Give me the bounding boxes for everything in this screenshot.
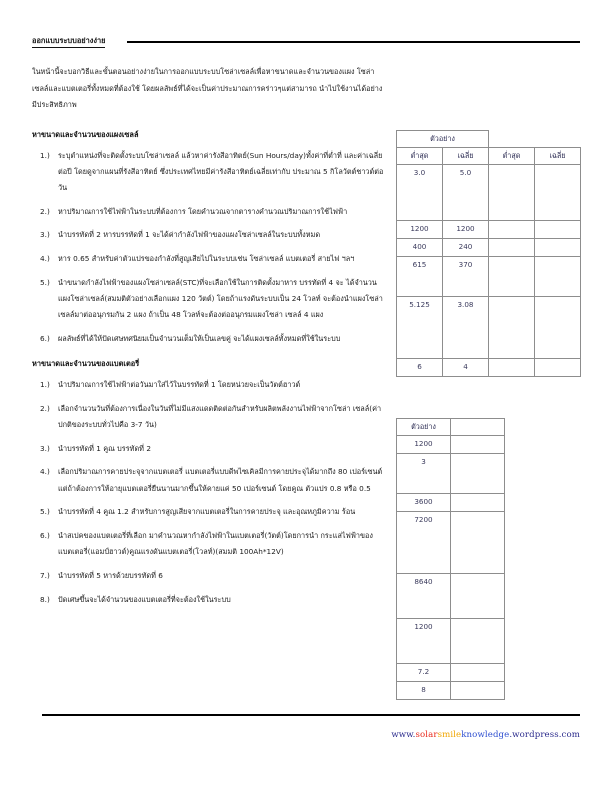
table-cell: 1200 — [397, 221, 443, 239]
table-cell: 6 — [397, 359, 443, 377]
panel-steps-list — [32, 148, 384, 348]
list-item-text: นำขนาดกำลังไฟฟ้าของแผงโซล่าเซลล์(STC)ที่จะเลือกใช้ในการติดตั้งมาหาร บรรทัดที่ 4 จะ ได้จำนวนแผงโซล่าเซลล์(สมมติตัวอย่างเลือกแผง 120 วัตต์) โดยถ้าแรงดันระบบเป็น 24 โวลท์ จะต้องนำแผงโซล่าเซลล์มาต่ออนุกรมกัน 2 แผง ถ้าเป็น 48 โวลท์จะต้องต่ออนุกรมแผงโซล่า เซลล์ 4 แผง — [58, 277, 383, 320]
table-cell: 1200 — [397, 436, 451, 454]
table-cell: 370 — [443, 257, 489, 297]
sample-values-table-battery — [396, 418, 505, 700]
battery-steps-list — [32, 377, 384, 608]
list-item-text: หาร 0.65 สำหรับค่าตัวแปรของกำลังที่สูญเสียไปในระบบเช่น โซล่าเซลล์ แบตเตอรี่ สายไฟ ฯลฯ — [58, 254, 355, 264]
table-header-row — [397, 419, 505, 436]
footer-url-part: www. — [391, 730, 416, 740]
list-item-text: ระบุตำแหน่งที่จะติดตั้งระบบโซล่าเซลล์ แล้วหาค่ารังสีอาทิตย์(Sun Hours/day)ทั้งค่าที่ต่ำที่ และค่าเฉลี่ยต่อปี โดยดูจากแผนที่รังสีอาทิตย์ ซึ่งประเทศไทยมีค่ารังสีอาทิตย์เฉลี่ยเท่ากับ ประมาณ 5 กิโลวัตต์ชาวต์ต่อวัน — [58, 150, 384, 192]
list-item-number: 7.) — [40, 570, 50, 580]
list-item — [32, 148, 384, 197]
footer-url-part: knowledge — [461, 730, 510, 740]
page-title: ออกแบบระบบอย่างง่าย — [32, 35, 105, 48]
list-item-text: นำบรรทัดที่ 2 หารบรรทัดที่ 1 จะได้ค่ากำลังไฟฟ้าของแผงโซล่าเซลล์ในระบบทั้งหมด — [58, 230, 321, 240]
table-cell — [451, 494, 505, 512]
table-column-header: เฉลี่ย — [443, 148, 489, 165]
table-row — [397, 165, 581, 221]
page-header — [32, 30, 580, 52]
footer-url-part: .wordpress.com — [509, 730, 580, 740]
table-cell — [535, 257, 581, 297]
list-item-number: 5.) — [40, 507, 50, 517]
table-cell — [489, 165, 535, 221]
table-cell: 400 — [397, 239, 443, 257]
table-row — [397, 619, 505, 664]
table-cell — [535, 165, 581, 221]
list-item-text: นำบรรทัดที่ 5 หารด้วยบรรทัดที่ 6 — [58, 570, 163, 580]
table-cell: 1200 — [397, 619, 451, 664]
list-item-text: นำบรรทัดที่ 1 คูณ บรรทัดที่ 2 — [58, 443, 151, 453]
table-cell: 3600 — [397, 494, 451, 512]
list-item-number: 1.) — [40, 150, 50, 160]
list-item-number: 1.) — [40, 380, 50, 390]
table-cell — [451, 619, 505, 664]
table-row — [397, 436, 505, 454]
list-item-number: 6.) — [40, 530, 50, 540]
table-group-header-row — [397, 131, 581, 148]
table-cell — [535, 239, 581, 257]
footer-rule — [42, 714, 580, 716]
list-item-text: ปัดเศษขึ้นจะได้จำนวนของแบตเตอรี่ที่จะต้องใช้ในระบบ — [58, 594, 231, 604]
list-item-number: 5.) — [40, 277, 50, 287]
list-item — [32, 441, 384, 457]
table-cell: 3.0 — [397, 165, 443, 221]
intro-paragraph: ในหน้านี้จะบอกวิธีและขั้นตอนอย่างง่ายในการออกแบบระบบโซล่าเซลล์เพื่อหาขนาดและจำนวนของแผง โซล่าเซลล์และแบตเตอรี่ทั้งหมดที่ต้องใช้ โดยผลลัพธ์ที่ได้จะเป็นค่าประมาณการคร่าวๆแต่สามารถ นำไปใช้งานได้อย่างมีประสิทธิภาพ — [32, 67, 383, 109]
table-column-header: เฉลี่ย — [535, 148, 581, 165]
footer-website-url[interactable] — [391, 730, 580, 740]
list-item-number: 6.) — [40, 333, 50, 343]
table-row — [397, 682, 505, 700]
section-heading-battery: หาขนาดและจำนวนของแบตเตอรี่ — [32, 359, 140, 369]
list-item-number: 4.) — [40, 254, 50, 264]
table-column-header: ต่ำสุด — [397, 148, 443, 165]
list-item — [32, 275, 384, 324]
table-row — [397, 512, 505, 574]
table-cell — [451, 574, 505, 619]
list-item — [32, 504, 384, 520]
table-cell — [451, 436, 505, 454]
list-item — [32, 227, 384, 243]
table-cell: 240 — [443, 239, 489, 257]
list-item-text: เลือกจำนวนวันที่ต้องการเนื่องในวันที่ไม่มีแสงแดดติดต่อกันสำหรับผลิตพลังงานไฟฟ้าจากโซล่า เซลล์(ค่าปกติของระบบทั่วไปคือ 3-7 วัน) — [58, 403, 382, 429]
table-row — [397, 454, 505, 494]
table-cell: 7200 — [397, 512, 451, 574]
footer-url-part: smile — [437, 730, 462, 740]
table-cell: 4 — [443, 359, 489, 377]
table-row — [397, 297, 581, 359]
table-cell: 5.125 — [397, 297, 443, 359]
list-item-text: หาปริมาณการใช้ไฟฟ้าในระบบที่ต้องการ โดยคำนวณจากตารางคำนวณปริมาณการใช้ไฟฟ้า — [58, 206, 348, 216]
table-cell: 3 — [397, 454, 451, 494]
list-item-number: 8.) — [40, 594, 50, 604]
table-group-header-empty — [489, 131, 581, 148]
table-cell: 1200 — [443, 221, 489, 239]
table-row — [397, 239, 581, 257]
list-item — [32, 401, 384, 433]
list-item-number: 3.) — [40, 443, 50, 453]
header-rule — [127, 41, 580, 43]
table-row — [397, 664, 505, 682]
document-body — [32, 64, 384, 615]
table-column-header: ตัวอย่าง — [397, 419, 451, 436]
table-cell: 5.0 — [443, 165, 489, 221]
list-item — [32, 568, 384, 584]
list-item — [32, 592, 384, 608]
list-item-text: นำปริมาณการใช้ไฟฟ้าต่อวันมาใส่ไว้ในบรรทัดที่ 1 โดยหน่วยจะเป็นวัตต์ฮาวต์ — [58, 380, 301, 390]
footer-url-part: solar — [415, 730, 438, 740]
table-column-header-empty — [451, 419, 505, 436]
table-header-row — [397, 148, 581, 165]
sample-values-table-panel — [396, 130, 581, 377]
table-cell — [535, 221, 581, 239]
table-cell — [451, 682, 505, 700]
list-item — [32, 528, 384, 560]
table-row — [397, 359, 581, 377]
table-cell — [489, 359, 535, 377]
table-cell — [489, 239, 535, 257]
table-cell — [451, 512, 505, 574]
table-row — [397, 574, 505, 619]
table-row — [397, 257, 581, 297]
list-item-text: นำบรรทัดที่ 4 คูณ 1.2 สำหรับการสูญเสียจากแบตเตอรี่ในการคายประจุ และอุณหภูมิความ ร้อน — [58, 507, 356, 517]
table-row — [397, 494, 505, 512]
list-item-text: ผลลัพธ์ที่ได้ให้ปัดเศษทศนิยมเป็นจำนวนเต็มให้เป็นเลขคู่ จะได้แผงเซลล์ทั้งหมดที่ใช้ในระบบ — [58, 333, 341, 343]
table-cell: 3.08 — [443, 297, 489, 359]
table-cell — [489, 257, 535, 297]
table-cell — [451, 664, 505, 682]
table-cell: 8 — [397, 682, 451, 700]
list-item — [32, 251, 384, 267]
table-cell — [451, 454, 505, 494]
table-cell: 8640 — [397, 574, 451, 619]
table-cell — [489, 221, 535, 239]
list-item — [32, 331, 384, 347]
list-item-number: 2.) — [40, 403, 50, 413]
table-column-header: ต่ำสุด — [489, 148, 535, 165]
section-heading-panel: หาขนาดและจำนวนของแผงเซลล์ — [32, 129, 139, 139]
list-item-text: เลือกปริมาณการคายประจุจากแบตเตอรี่ แบตเตอรี่แบบดีพไซเคิลมีการคายประจุได้มากถึง 80 เปอร์เซนต์แต่ถ้าต้องการให้อายุแบตเตอรี่ยืนนานมากขึ้นให้คายแค่ 50 เปอร์เซนต์ โดยคูณ ตัวแปร 0.8 หรือ 0.5 — [58, 467, 383, 493]
table-cell — [489, 297, 535, 359]
list-item-number: 4.) — [40, 467, 50, 477]
list-item — [32, 464, 384, 496]
list-item-number: 3.) — [40, 230, 50, 240]
table-cell — [535, 359, 581, 377]
list-item-number: 2.) — [40, 206, 50, 216]
table-group-header: ตัวอย่าง — [397, 131, 489, 148]
table-cell: 7.2 — [397, 664, 451, 682]
table-cell — [535, 297, 581, 359]
list-item — [32, 204, 384, 220]
list-item-text: นำสเปคของแบตเตอรี่ที่เลือก มาคำนวณหากำลังไฟฟ้าในแบตเตอรี่(วัตต์)โดยการนำ กระแสไฟฟ้าของแบตเตอรี่(แอมป์ฮาวต์)คูณแรงดันแบตเตอรี่(โวลท์)(สมมติ 100Ah*12V) — [58, 530, 373, 557]
list-item — [32, 377, 384, 393]
table-cell: 615 — [397, 257, 443, 297]
table-row — [397, 221, 581, 239]
